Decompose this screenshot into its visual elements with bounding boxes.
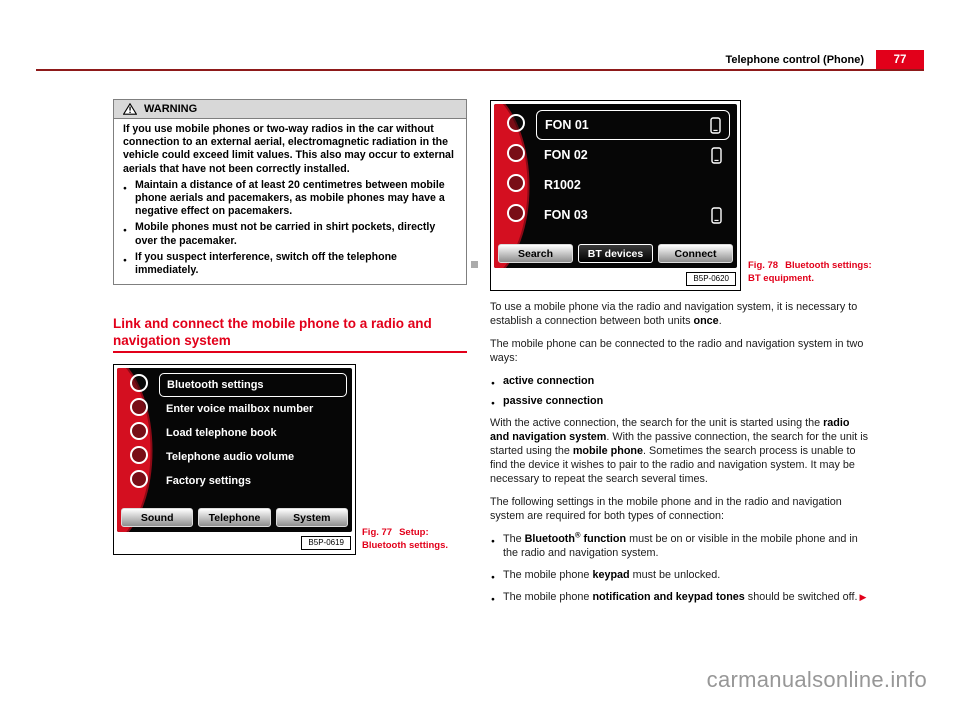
header-rule (36, 69, 924, 71)
figure-78-device-list (536, 110, 730, 230)
text-run-bold: mobile phone (572, 445, 644, 457)
bullet-item (490, 568, 870, 582)
body-text-column (490, 300, 870, 610)
figure-78-caption (748, 260, 872, 285)
screen-button-bt-devices: BT devices (578, 244, 653, 263)
text-run: The mobile phone (503, 591, 593, 603)
warning-content (114, 119, 466, 284)
bullet-item (490, 374, 870, 388)
figure-78-button-bar (498, 244, 733, 263)
text-run: must be unlocked. (629, 569, 721, 581)
text-run-bold: Bluetooth (524, 533, 575, 545)
rotary-knob-icon (130, 470, 148, 488)
menu-item: Factory settings (166, 475, 251, 487)
paragraph: The mobile phone can be connected to the radio and navigation system in two ways: (490, 338, 864, 364)
warning-box (113, 99, 467, 285)
figure-78-caption-text: Bluetooth settings: BT equipment. (748, 260, 872, 284)
rotary-knob-icon (130, 422, 148, 440)
rotary-knob-icon (507, 204, 525, 222)
warning-header (114, 100, 466, 119)
page-header-title: Telephone control (Phone) (725, 54, 864, 66)
phone-icon (711, 147, 722, 164)
warning-title: WARNING (144, 103, 198, 115)
continue-arrow: ▶ (859, 592, 867, 602)
text-run: . (718, 315, 722, 327)
device-name: FON 03 (544, 208, 588, 222)
figure-77-button-bar (121, 508, 348, 527)
figure-code-label: B5P-0619 (301, 536, 351, 550)
watermark: carmanualsonline.info (706, 667, 927, 692)
text-run-bold: keypad (592, 569, 630, 581)
figure-77-caption-text: Setup: Bluetooth settings. (362, 527, 449, 551)
text-run: should be switched off. (744, 591, 858, 603)
page-number-badge: 77 (876, 50, 924, 70)
warning-end-marker (471, 261, 478, 268)
text-run-bold: once (693, 315, 719, 327)
text-run-bold: active connection (503, 375, 595, 387)
figure-77 (113, 364, 356, 555)
screen-button-connect: Connect (658, 244, 733, 263)
figure-78-screen (494, 104, 737, 268)
figure-78 (490, 100, 741, 291)
warning-bullet: ● Mobile phones must not be carried in shirt pockets, directly over the pacemaker. (123, 221, 457, 247)
figure-code-label: B5P-0620 (686, 272, 736, 286)
text-run: With the active connection, the search for the unit is started using the (490, 417, 824, 429)
device-row (536, 170, 730, 200)
text-run: . With the passive connection, the search for the unit is started using the (490, 431, 869, 457)
text-run-bold: radio and navigation system (490, 417, 850, 443)
phone-icon (710, 117, 721, 134)
screen-button-sound: Sound (121, 508, 193, 527)
screen-button-system: System (276, 508, 348, 527)
rotary-knob-icon (130, 374, 148, 392)
text-run: The (503, 533, 525, 545)
figure-77-menu (159, 373, 347, 493)
device-row (536, 140, 730, 170)
bullet-item (490, 532, 870, 560)
menu-item: Telephone audio volume (166, 451, 295, 463)
device-row-selected (536, 110, 730, 140)
paragraph: The following settings in the mobile phone and in the radio and navigation system are required for both types of connection: (490, 496, 842, 522)
warning-triangle-icon (123, 103, 137, 115)
device-row (536, 200, 730, 230)
warning-intro: If you use mobile phones or two-way radios in the car without connection to an external aerial, electromagnetic radiation in the vehicle could exceed limit values. This also may occur to external aerials that have not been correctly installed. (123, 123, 454, 175)
phone-icon (711, 207, 722, 224)
menu-item: Enter voice mailbox number (166, 403, 314, 415)
rotary-knob-icon (130, 398, 148, 416)
text-run-bold: function (580, 533, 627, 545)
device-name: R1002 (544, 178, 581, 192)
text-run: must be on or visible in the mobile phone and in the radio and navigation system. (503, 533, 858, 559)
paragraph (490, 416, 870, 486)
device-name: FON 02 (544, 148, 588, 162)
figure-78-caption-label: Fig. 78 (748, 260, 779, 271)
warning-bullet: ● If you suspect interference, switch off the telephone immediately. (123, 251, 457, 277)
menu-item: Load telephone book (166, 427, 277, 439)
warning-bullet: ● Maintain a distance of at least 20 centimetres between mobile phone aerials and pacemakers, as mobile phones may have a negative effect on pacemakers. (123, 179, 457, 219)
section-heading: Link and connect the mobile phone to a radio and navigation system (113, 316, 432, 348)
bullet-item (490, 590, 870, 604)
text-run-bold: passive connection (503, 395, 604, 407)
figure-77-screen (117, 368, 352, 532)
bullet-item (490, 394, 870, 408)
text-run-bold: notification and keypad tones (592, 591, 745, 603)
screen-button-search: Search (498, 244, 573, 263)
figure-77-caption (362, 527, 474, 552)
device-name: FON 01 (545, 118, 589, 132)
rotary-knob-icon (507, 144, 525, 162)
text-run: . Sometimes the search process is unable to find the device it wishes to pair to the radio and navigation system. It may be necessary to repeat the search several times. (490, 445, 856, 485)
rotary-knob-icon (130, 446, 148, 464)
rotary-knob-icon (507, 174, 525, 192)
text-run: To use a mobile phone via the radio and navigation system, it is necessary to establish a connection between both units (490, 301, 858, 327)
registered-mark: ® (574, 530, 581, 540)
screen-button-telephone: Telephone (198, 508, 270, 527)
paragraph (490, 300, 870, 328)
text-run: The mobile phone (503, 569, 593, 581)
section-heading-rule (113, 351, 467, 353)
menu-item-selected: Bluetooth settings (159, 373, 347, 397)
figure-77-caption-label: Fig. 77 (362, 527, 393, 538)
rotary-knob-icon (507, 114, 525, 132)
